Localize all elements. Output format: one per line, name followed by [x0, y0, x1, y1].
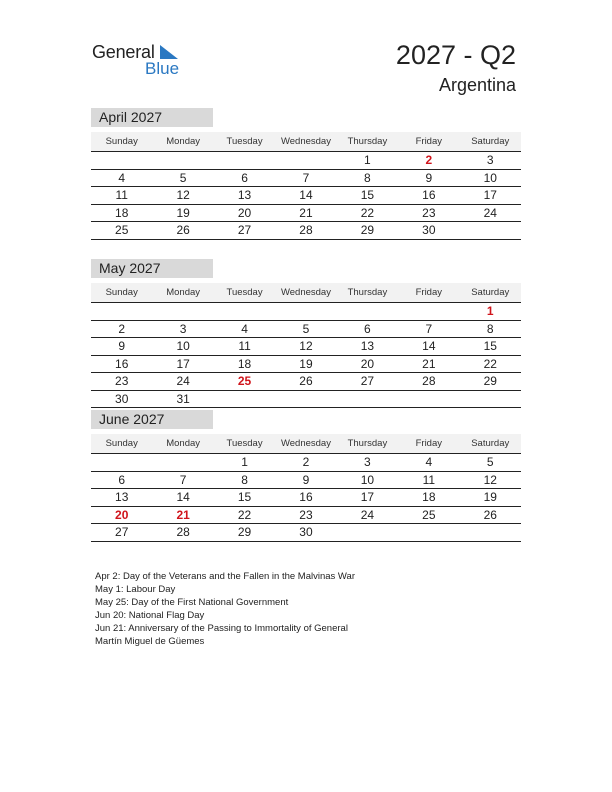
day-cell: 18	[237, 356, 252, 371]
day-cell: 8	[364, 170, 371, 185]
day-cell: 26	[483, 507, 497, 522]
week-row	[91, 338, 521, 356]
day-cell: 18	[115, 205, 129, 220]
day-cell: 5	[486, 455, 494, 469]
day-cell: 19	[299, 356, 313, 371]
country-name: Argentina	[438, 75, 516, 95]
day-cell: 23	[299, 507, 313, 522]
day-cell: 7	[425, 321, 433, 336]
empty-cell	[214, 391, 275, 408]
month-title: April 2027	[91, 108, 213, 127]
day-cell: 14	[299, 188, 313, 202]
day-cell: 20	[360, 356, 375, 371]
day-cell: 9	[118, 339, 126, 353]
holiday-notes	[95, 570, 515, 648]
day-cell: 18	[422, 490, 436, 504]
holiday-day-cell: 25	[237, 374, 252, 388]
weekday-label: Tuesday	[226, 438, 263, 449]
empty-cell	[337, 524, 398, 541]
empty-cell	[337, 303, 398, 320]
weekday-label: Saturday	[471, 136, 510, 147]
empty-cell	[275, 303, 336, 320]
day-cell: 15	[483, 339, 497, 353]
empty-cell	[398, 303, 459, 320]
day-cell: 9	[425, 170, 433, 185]
week-row	[91, 454, 521, 472]
month-title: May 2027	[91, 259, 213, 278]
day-cell: 17	[176, 356, 190, 371]
day-cell: 21	[299, 205, 313, 220]
day-cell: 31	[176, 391, 190, 406]
day-cell: 2	[302, 455, 310, 469]
empty-cell	[460, 391, 521, 408]
empty-cell	[460, 524, 521, 541]
day-cell: 1	[241, 455, 248, 469]
weekday-label: Thursday	[347, 287, 388, 298]
day-cell: 11	[115, 188, 128, 202]
weekday-label: Sunday	[105, 438, 138, 449]
day-cell: 4	[118, 170, 126, 185]
day-cell: 28	[422, 374, 436, 388]
weekday-header	[91, 132, 521, 152]
day-cell: 19	[176, 205, 190, 220]
day-cell: 14	[176, 490, 190, 504]
empty-cell	[460, 222, 521, 239]
empty-cell	[152, 152, 213, 169]
day-cell: 28	[176, 525, 190, 539]
week-row	[91, 170, 521, 188]
weekday-label: Thursday	[347, 136, 388, 147]
day-cell: 10	[176, 339, 190, 353]
day-cell: 5	[179, 170, 187, 185]
day-cell: 4	[425, 455, 433, 469]
day-cell: 10	[360, 472, 375, 487]
empty-cell	[91, 303, 152, 320]
day-cell: 26	[299, 374, 313, 388]
logo-text-blue: Blue	[145, 59, 180, 78]
day-cell: 25	[422, 507, 436, 522]
month-april	[91, 108, 521, 240]
day-cell: 24	[176, 374, 190, 388]
empty-cell	[214, 303, 275, 320]
page-title: 2027 - Q2	[395, 40, 516, 70]
week-row	[91, 187, 521, 205]
note-line: Jun 20: National Flag Day	[95, 610, 205, 621]
month-june	[91, 410, 521, 542]
month-title: June 2027	[91, 410, 213, 429]
empty-cell	[398, 524, 459, 541]
day-cell: 10	[483, 170, 497, 185]
empty-cell	[398, 391, 459, 408]
day-cell: 12	[299, 339, 313, 353]
holiday-day-cell: 21	[176, 507, 190, 522]
note-line: Jun 21: Anniversary of the Passing to Immortality of General	[95, 623, 348, 634]
month-may	[91, 259, 521, 408]
logo	[92, 42, 192, 78]
day-cell: 15	[237, 490, 252, 504]
day-cell: 22	[237, 507, 252, 522]
week-row	[91, 524, 521, 542]
empty-cell	[152, 454, 213, 471]
day-cell: 16	[422, 188, 436, 202]
weekday-label: Sunday	[105, 136, 138, 147]
day-cell: 8	[486, 321, 494, 336]
day-cell: 22	[483, 356, 497, 371]
weekday-label: Sunday	[105, 287, 138, 298]
note-line: May 1: Labour Day	[95, 584, 176, 595]
day-cell: 20	[237, 205, 252, 220]
day-cell: 17	[360, 490, 375, 504]
weekday-label: Wednesday	[280, 438, 331, 449]
day-cell: 23	[422, 205, 436, 220]
day-cell: 16	[115, 356, 129, 371]
flag-icon	[160, 45, 178, 59]
day-cell: 13	[237, 188, 252, 202]
weekday-label: Friday	[415, 287, 443, 298]
note-line: May 25: Day of the First National Government	[95, 597, 289, 608]
weekday-label: Wednesday	[280, 287, 331, 298]
week-row	[91, 222, 521, 240]
week-row	[91, 205, 521, 223]
weekday-header	[91, 283, 521, 303]
day-cell: 3	[179, 321, 187, 336]
weekday-label: Friday	[415, 136, 443, 147]
day-cell: 8	[241, 472, 248, 487]
day-cell: 13	[115, 490, 129, 504]
week-row	[91, 321, 521, 339]
empty-cell	[275, 152, 336, 169]
day-cell: 13	[360, 339, 375, 353]
empty-cell	[152, 303, 213, 320]
day-cell: 26	[176, 223, 190, 237]
day-cell: 30	[422, 223, 436, 237]
day-cell: 6	[364, 321, 371, 336]
day-cell: 11	[238, 339, 251, 353]
day-cell: 3	[486, 153, 494, 167]
day-cell: 30	[299, 525, 313, 539]
day-cell: 27	[360, 374, 375, 388]
day-cell: 16	[299, 490, 313, 504]
week-row	[91, 507, 521, 525]
weekday-label: Tuesday	[226, 136, 263, 147]
day-cell: 30	[115, 391, 129, 406]
day-cell: 2	[118, 321, 126, 336]
weekday-label: Saturday	[471, 438, 510, 449]
empty-cell	[275, 391, 336, 408]
holiday-day-cell: 1	[486, 304, 494, 318]
holiday-day-cell: 2	[425, 153, 433, 167]
day-cell: 1	[364, 153, 371, 167]
day-cell: 14	[422, 339, 436, 353]
weekday-label: Friday	[415, 438, 443, 449]
day-cell: 29	[237, 525, 252, 539]
note-line: Martín Miguel de Güemes	[95, 636, 205, 647]
empty-cell	[337, 391, 398, 408]
day-cell: 4	[241, 321, 248, 336]
day-cell: 19	[483, 490, 497, 504]
empty-cell	[91, 454, 152, 471]
day-cell: 7	[179, 472, 187, 487]
weekday-label: Monday	[166, 438, 201, 449]
week-row	[91, 152, 521, 170]
day-cell: 3	[364, 455, 371, 469]
day-cell: 5	[302, 321, 310, 336]
week-row	[91, 373, 521, 391]
day-cell: 24	[483, 205, 497, 220]
day-cell: 17	[483, 188, 497, 202]
holiday-day-cell: 20	[115, 507, 129, 522]
day-cell: 7	[302, 170, 310, 185]
day-cell: 29	[483, 374, 497, 388]
day-cell: 6	[118, 472, 126, 487]
week-row	[91, 391, 521, 409]
day-cell: 24	[360, 507, 375, 522]
day-cell: 29	[360, 223, 375, 237]
day-cell: 27	[115, 525, 129, 539]
weekday-label: Thursday	[347, 438, 388, 449]
note-line: Apr 2: Day of the Veterans and the Fallen in the Malvinas War	[95, 571, 355, 582]
day-cell: 9	[302, 472, 310, 487]
day-cell: 11	[422, 472, 436, 487]
day-cell: 12	[483, 472, 497, 487]
logo-text-general: General	[92, 42, 155, 62]
day-cell: 27	[237, 223, 252, 237]
week-row	[91, 472, 521, 490]
day-cell: 28	[299, 223, 313, 237]
day-cell: 12	[176, 188, 190, 202]
weekday-label: Tuesday	[226, 287, 263, 298]
weekday-label: Saturday	[471, 287, 510, 298]
week-row	[91, 356, 521, 374]
week-row	[91, 489, 521, 507]
empty-cell	[214, 152, 275, 169]
day-cell: 15	[360, 188, 375, 202]
weekday-label: Wednesday	[280, 136, 331, 147]
day-cell: 25	[115, 223, 129, 237]
day-cell: 23	[115, 374, 129, 388]
weekday-label: Monday	[166, 136, 201, 147]
day-cell: 21	[422, 356, 436, 371]
day-cell: 6	[241, 170, 248, 185]
empty-cell	[91, 152, 152, 169]
day-cell: 22	[360, 205, 375, 220]
week-row	[91, 303, 521, 321]
weekday-label: Monday	[166, 287, 201, 298]
weekday-header	[91, 434, 521, 454]
